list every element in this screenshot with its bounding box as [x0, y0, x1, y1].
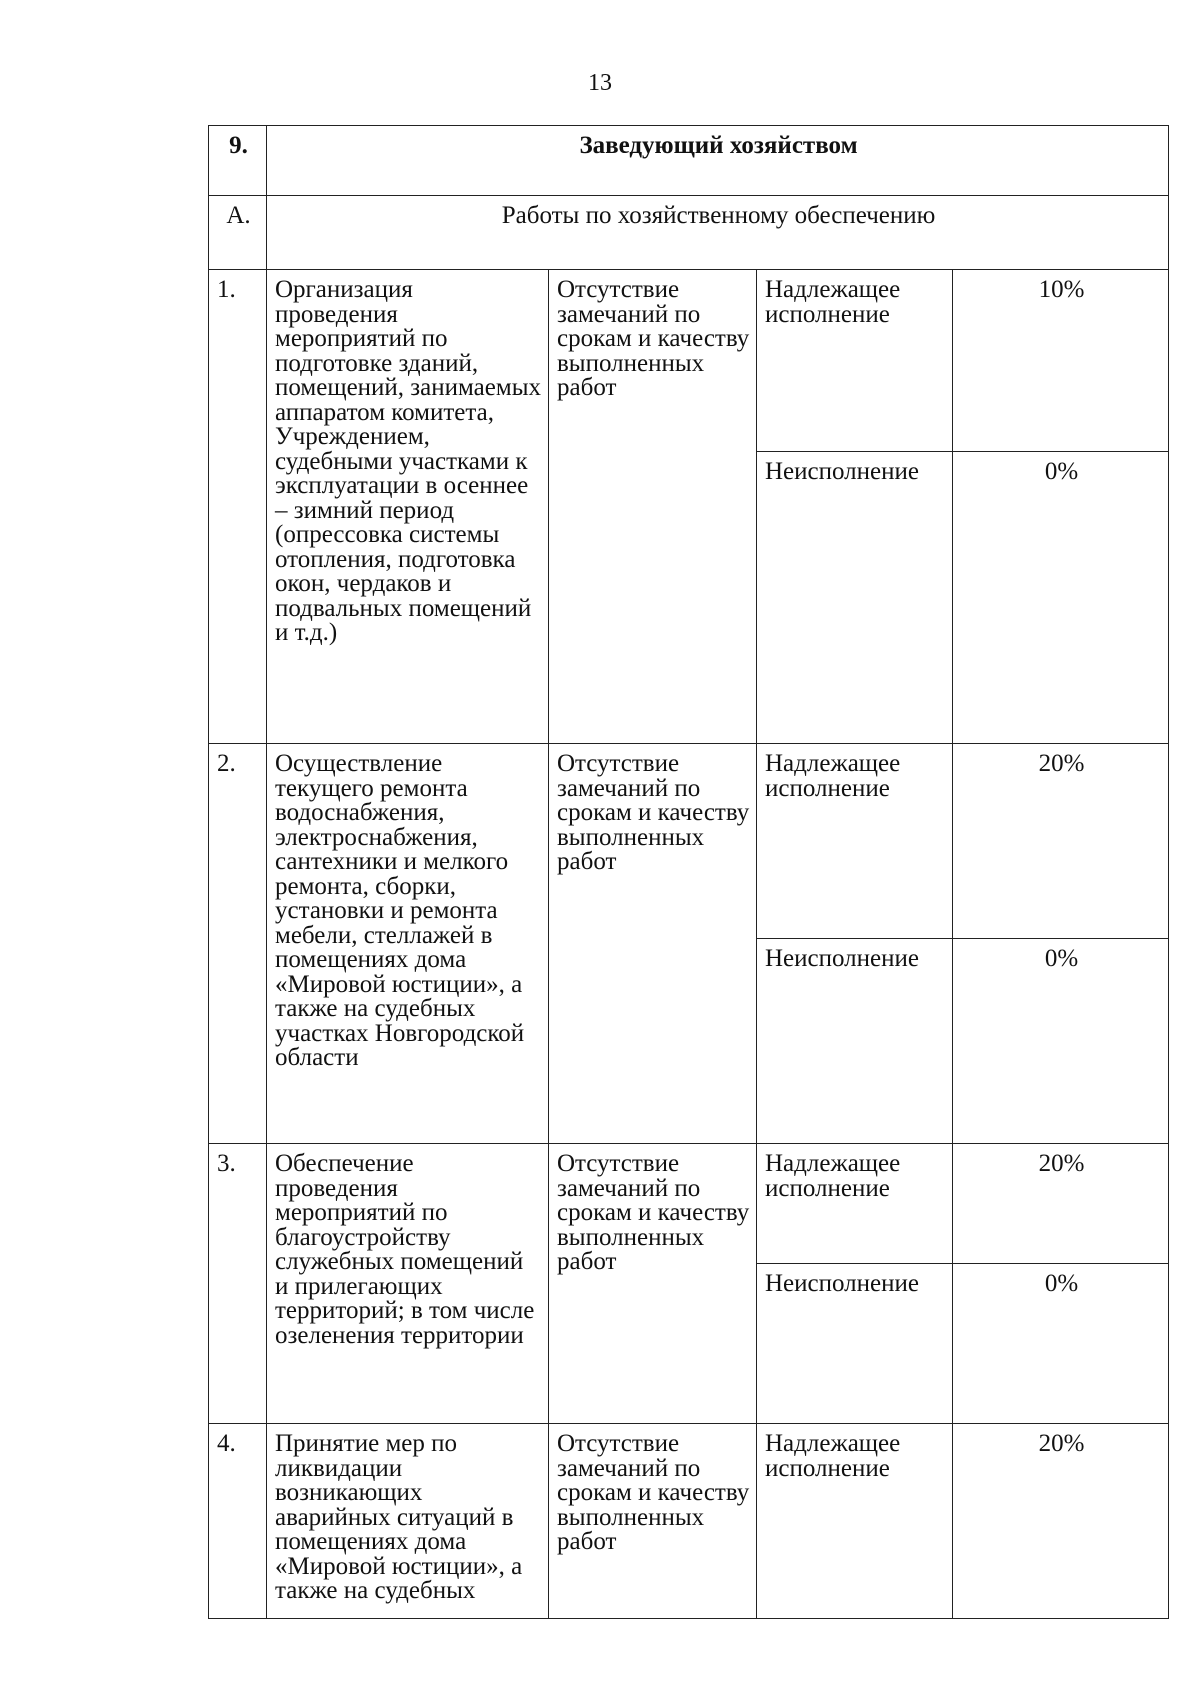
- outcome-label: Надлежащее исполнение: [757, 1424, 953, 1619]
- subsection-title: Работы по хозяйственному обеспечению: [267, 196, 1169, 270]
- page-number: 13: [588, 70, 612, 96]
- subsection-header-row: [209, 196, 1169, 270]
- criteria-table: [208, 125, 1169, 1619]
- section-title: Заведующий хозяйством: [267, 126, 1169, 196]
- outcome-label: Неисполнение: [757, 452, 953, 744]
- outcome-label: Надлежащее исполнение: [757, 270, 953, 452]
- task-description: Осуществление текущего ремонта водоснабжения, электроснабжения, сантехники и мелкого ремонта, сборки, установки и ремонта мебели, стеллажей в помещениях дома «Мировой юстиции», а также на судебных участках Новгородской области: [267, 744, 549, 1144]
- task-description: Организация проведения мероприятий по подготовке зданий, помещений, занимаемых аппаратом комитета, Учреждением, судебными участками к эксплуатации в осеннее – зимний период (опрессовка системы отопления, подготовка окон, чердаков и подвальных помещений и т.д.): [267, 270, 549, 744]
- outcome-value: 20%: [953, 1144, 1169, 1264]
- outcome-value: 20%: [953, 1424, 1169, 1619]
- subsection-letter: А.: [209, 196, 267, 270]
- table-row: [209, 270, 1169, 452]
- outcome-value: 20%: [953, 744, 1169, 939]
- outcome-label: Надлежащее исполнение: [757, 744, 953, 939]
- row-number: 4.: [209, 1424, 267, 1619]
- evaluation-criterion: Отсутствие замечаний по срокам и качеству выполненных работ: [549, 270, 757, 744]
- evaluation-criterion: Отсутствие замечаний по срокам и качеству выполненных работ: [549, 1424, 757, 1619]
- outcome-value: 0%: [953, 452, 1169, 744]
- task-description: Принятие мер по ликвидации возникающих аварийных ситуаций в помещениях дома «Мировой юстиции», а также на судебных: [267, 1424, 549, 1619]
- evaluation-criterion: Отсутствие замечаний по срокам и качеству выполненных работ: [549, 744, 757, 1144]
- section-header-row: [209, 126, 1169, 196]
- table-row: [209, 1424, 1169, 1619]
- outcome-label: Неисполнение: [757, 939, 953, 1144]
- evaluation-criterion: Отсутствие замечаний по срокам и качеству выполненных работ: [549, 1144, 757, 1424]
- outcome-value: 0%: [953, 939, 1169, 1144]
- row-number: 2.: [209, 744, 267, 1144]
- table-row: [209, 744, 1169, 939]
- table-row: [209, 1144, 1169, 1264]
- task-description: Обеспечение проведения мероприятий по благоустройству служебных помещений и прилегающих территорий; в том числе озеленения территории: [267, 1144, 549, 1424]
- outcome-label: Надлежащее исполнение: [757, 1144, 953, 1264]
- row-number: 3.: [209, 1144, 267, 1424]
- outcome-label: Неисполнение: [757, 1264, 953, 1424]
- row-number: 1.: [209, 270, 267, 744]
- section-number: 9.: [209, 126, 267, 196]
- outcome-value: 0%: [953, 1264, 1169, 1424]
- outcome-value: 10%: [953, 270, 1169, 452]
